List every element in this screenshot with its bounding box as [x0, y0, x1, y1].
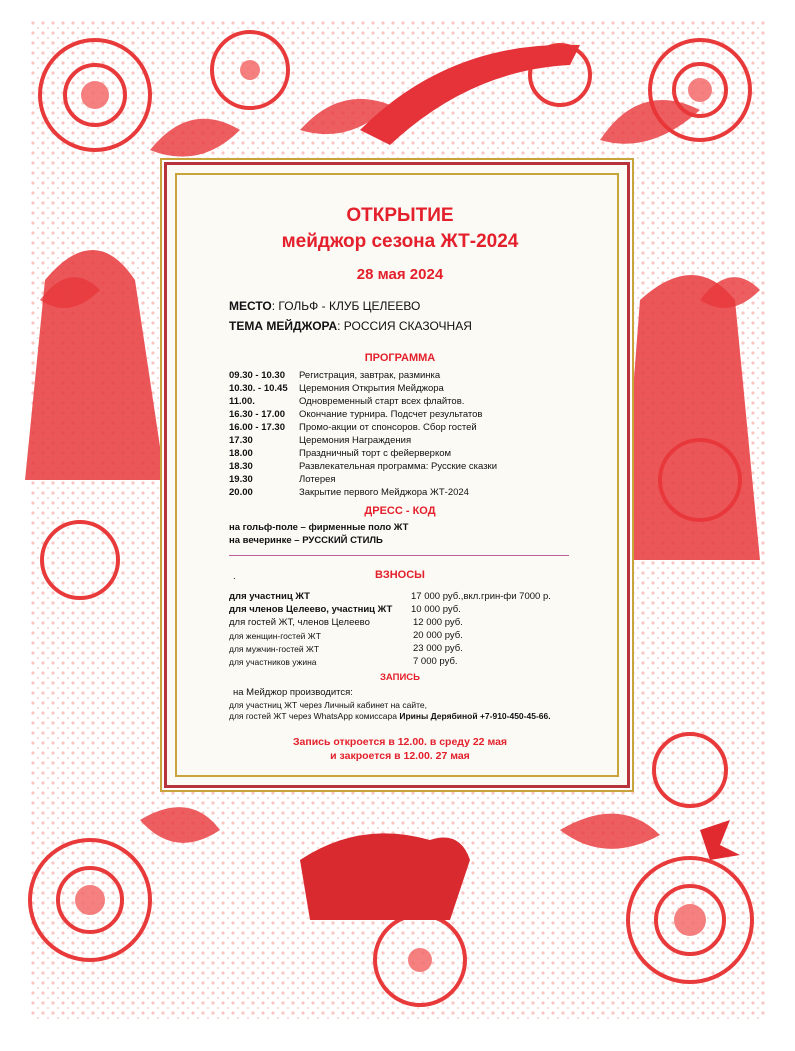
theme-line: [229, 319, 472, 333]
registration-open-note: Запись откроется в 12.00. в среду 22 мая: [292, 736, 508, 748]
fee-value: [413, 643, 463, 654]
fee-label: для мужчин-гостей ЖТ: [229, 644, 320, 654]
registration-line1: для участниц ЖТ через Личный кабинет на сайте,: [229, 700, 427, 710]
dress-code-line2: на вечеринке – РУССКИЙ СТИЛЬ: [229, 535, 383, 546]
program-time: 19.30: [229, 474, 253, 485]
program-text: Закрытие первого Мейджора ЖТ-2024: [299, 487, 469, 498]
fee-value: [411, 604, 461, 615]
fee-label: для участников ужина: [229, 657, 317, 667]
program-text: Церемония Открытия Мейджора: [299, 383, 444, 394]
program-item: [229, 370, 440, 381]
theme-value: : РОССИЯ СКАЗОЧНАЯ: [337, 319, 472, 333]
fee-label: для женщин-гостей ЖТ: [229, 631, 321, 641]
program-panel: [164, 162, 630, 788]
program-time: 17.30: [229, 435, 253, 446]
fee-amount: 23 000 руб.: [413, 643, 463, 654]
program-text: Церемония Награждения: [299, 435, 412, 446]
program-item: [229, 448, 451, 459]
program-time: 10.30. - 10.45: [229, 383, 288, 394]
program-time: 18.30: [229, 461, 253, 472]
fee-amount: 10 000 руб.: [411, 604, 461, 615]
program-item: [229, 435, 411, 446]
program-time: 11.00.: [229, 396, 255, 407]
registration-heading: ЗАПИСЬ: [379, 672, 421, 683]
fee-value: [413, 617, 463, 628]
section-divider: [229, 555, 569, 556]
program-time: 16.00 - 17.30: [229, 422, 285, 433]
dress-code-line1: на гольф-поле – фирменные поло ЖТ: [229, 522, 409, 533]
theme-label: ТЕМА МЕЙДЖОРА: [229, 319, 338, 333]
fee-value: [413, 630, 463, 641]
fee-label: для гостей ЖТ, членов Целеево: [229, 617, 370, 628]
program-item: [229, 383, 444, 394]
program-text: Лотерея: [299, 474, 336, 485]
program-item: [229, 422, 477, 433]
registration-line2-text: для гостей ЖТ через WhatsApp комиссара: [229, 711, 400, 721]
fee-amount: 17 000 руб.,вкл.грин-фи 7000 р.: [411, 591, 551, 602]
venue-label: МЕСТО: [229, 299, 272, 313]
program-item: [229, 474, 336, 485]
program-text: Окончание турнира. Подсчет результатов: [299, 409, 483, 420]
title-line2: мейджор сезона ЖТ-2024: [281, 231, 519, 252]
program-text: Регистрация, завтрак, разминка: [299, 370, 441, 381]
program-text: Развлекательная программа: Русские сказки: [299, 461, 498, 472]
fee-amount: 7 000 руб.: [413, 656, 458, 667]
fee-amount: 12 000 руб.: [413, 617, 463, 628]
fee-label: для участниц ЖТ: [229, 591, 310, 602]
venue-value: : ГОЛЬФ - КЛУБ ЦЕЛЕЕВО: [271, 299, 421, 313]
fee-value: [413, 656, 458, 667]
program-text: Праздничный торт с фейерверком: [299, 448, 452, 459]
event-date: 28 мая 2024: [356, 266, 444, 283]
program-item: [229, 396, 464, 407]
title-line1: ОТКРЫТИЕ: [346, 205, 454, 226]
program-item: [229, 487, 469, 498]
registration-intro: на Мейджор производится:: [233, 687, 353, 698]
program-item: [229, 409, 482, 420]
program-item: [229, 461, 497, 472]
program-text: Одновременный старт всех флайтов.: [299, 396, 465, 407]
program-heading: ПРОГРАММА: [364, 352, 436, 364]
registration-line2: [229, 711, 551, 721]
program-time: 09.30 - 10.30: [229, 370, 285, 381]
program-time: 18.00: [229, 448, 253, 459]
program-time: 16.30 - 17.00: [229, 409, 285, 420]
commissioner-contact: Ирины Дерябиной +7-910-450-45-66.: [399, 711, 551, 721]
program-text: Промо-акции от спонсоров. Сбор гостей: [299, 422, 477, 433]
fee-amount: 20 000 руб.: [413, 630, 463, 641]
dress-code-heading: ДРЕСС - КОД: [364, 505, 436, 517]
registration-close-note: и закроется в 12.00. 27 мая: [330, 750, 470, 762]
fees-heading: ВЗНОСЫ: [375, 569, 425, 581]
fee-label: для членов Целеево, участниц ЖТ: [229, 604, 393, 615]
program-time: 20.00: [229, 487, 253, 498]
fees-dot: .: [233, 571, 236, 582]
fee-value: [411, 591, 551, 602]
venue-line: [229, 299, 420, 313]
